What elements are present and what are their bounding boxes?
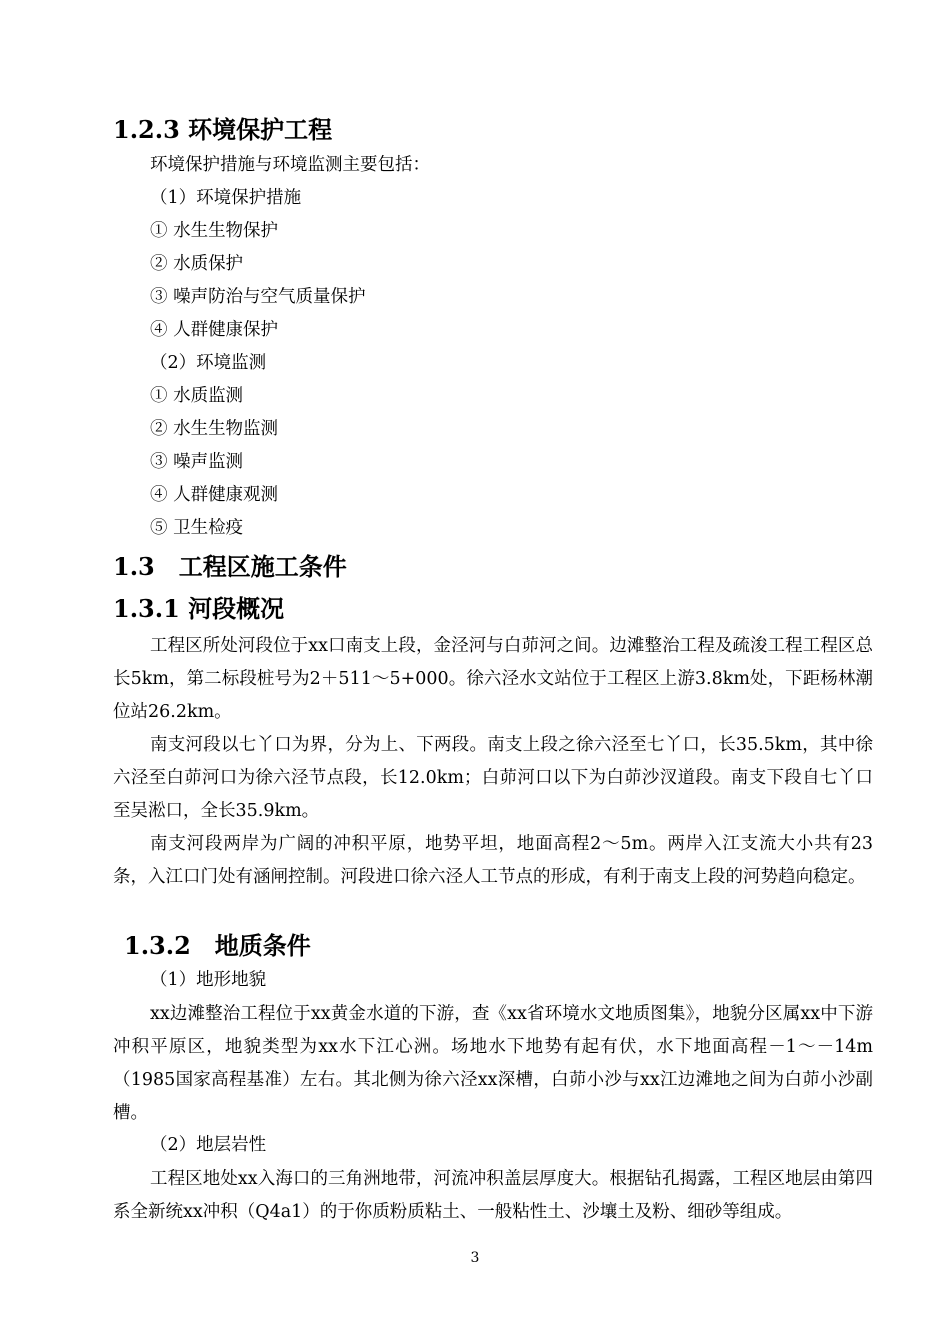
heading-1-3-2: 1.3.2 地质条件 xyxy=(124,931,311,960)
paragraph-terrain: xx边滩整治工程位于xx黄金水道的下游，查《xx省环境水文地质图集》，地貌分区属xx中下游冲积平原区，地貌类型为xx水下江心洲。场地水下地势有起有伏，水下地面高程－1～－14m（1985国家高程基准）左右。其北侧为徐六泾xx深槽，白茆小沙与xx江边滩地之间为白茆小沙副槽。 xyxy=(113,1004,873,1123)
page-number: 3 xyxy=(470,1250,480,1266)
measure-item: ③ 噪声防治与空气质量保护 xyxy=(150,287,366,307)
heading-1-3: 1.3 工程区施工条件 xyxy=(113,552,347,581)
heading-1-3-1: 1.3.1 河段概况 xyxy=(113,594,285,623)
monitoring-item: ② 水生生物监测 xyxy=(150,419,279,439)
measure-item: ① 水生生物保护 xyxy=(150,221,279,241)
measure-item: ② 水质保护 xyxy=(150,254,244,274)
monitoring-item: ④ 人群健康观测 xyxy=(150,485,279,505)
paragraph-river-location: 工程区所处河段位于xx口南支上段，金泾河与白茆河之间。边滩整治工程及疏浚工程工程区总长5km，第二标段桩号为2＋511～5+000。徐六泾水文站位于工程区上游3.8km处，下距杨林潮位站26.2km。 xyxy=(113,636,873,722)
heading-1-2-3: 1.2.3 环境保护工程 xyxy=(113,115,333,144)
intro-text: 环境保护措施与环境监测主要包括： xyxy=(150,155,430,175)
terrain-title: （1）地形地貌 xyxy=(150,970,267,990)
monitoring-item: ① 水质监测 xyxy=(150,386,244,406)
measures-title: （1）环境保护措施 xyxy=(150,188,302,208)
paragraph-strata: 工程区地处xx入海口的三角洲地带，河流冲积盖层厚度大。根据钻孔揭露，工程区地层由第四系全新统xx冲积（Q4a1）的于你质粉质粘土、一般粘性土、沙壤土及粉、细砂等组成。 xyxy=(113,1169,873,1222)
monitoring-item: ③ 噪声监测 xyxy=(150,452,244,472)
paragraph-south-branch: 南支河段以七丫口为界，分为上、下两段。南支上段之徐六泾至七丫口，长35.5km，其中徐六泾至白茆河口为徐六泾节点段，长12.0km；白茆河口以下为白茆沙汊道段。南支下段自七丫口至吴淞口，全长35.9km。 xyxy=(113,735,873,821)
monitoring-title: （2）环境监测 xyxy=(150,353,267,373)
paragraph-plain-terrain: 南支河段两岸为广阔的冲积平原，地势平坦，地面高程2～5m。两岸入江支流大小共有23条，入江口门处有涵闸控制。河段进口徐六泾人工节点的形成，有利于南支上段的河势趋向稳定。 xyxy=(113,834,873,887)
monitoring-item: ⑤ 卫生检疫 xyxy=(150,518,244,538)
strata-title: （2）地层岩性 xyxy=(150,1135,267,1155)
measure-item: ④ 人群健康保护 xyxy=(150,320,279,340)
